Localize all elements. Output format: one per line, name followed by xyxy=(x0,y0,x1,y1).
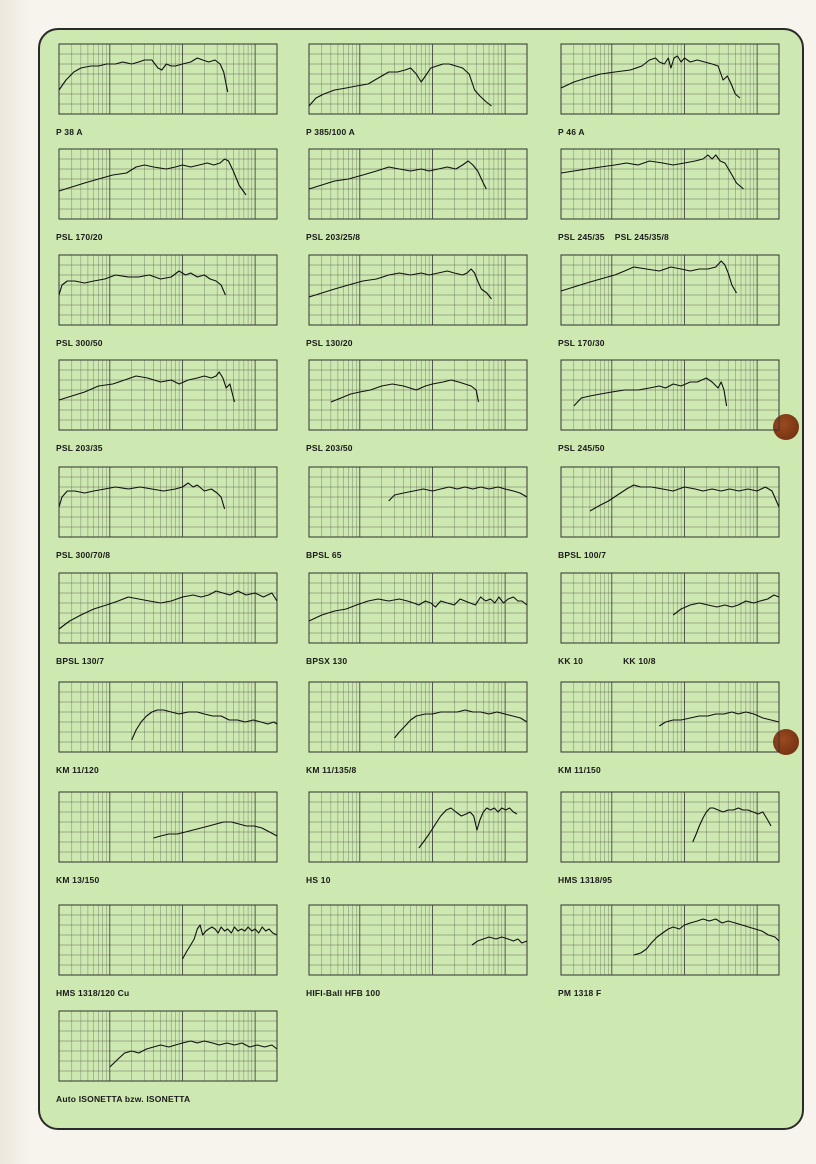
chart-label xyxy=(558,988,601,998)
response-chart xyxy=(56,254,280,348)
chart-label xyxy=(306,656,347,666)
chart-label xyxy=(56,988,129,998)
chart-label xyxy=(558,765,601,775)
response-curve xyxy=(59,58,228,92)
response-curve xyxy=(309,597,527,621)
chart-plot xyxy=(560,466,782,538)
chart-plot xyxy=(560,904,782,976)
response-chart xyxy=(306,572,530,666)
response-curve xyxy=(561,56,740,98)
chart-label xyxy=(56,443,103,453)
plot-frame xyxy=(309,682,527,752)
chart-label xyxy=(558,656,656,666)
plot-frame xyxy=(309,255,527,325)
chart-label-text: Auto ISONETTA bzw. ISONETTA xyxy=(56,1094,191,1104)
chart-plot xyxy=(308,148,530,220)
chart-label xyxy=(56,550,110,560)
chart-label xyxy=(306,550,342,560)
response-chart xyxy=(56,1010,280,1104)
plot-frame xyxy=(309,44,527,114)
chart-label xyxy=(558,127,585,137)
chart-label-text: KK 10 xyxy=(558,656,584,666)
chart-plot xyxy=(560,254,782,326)
response-curve xyxy=(389,487,527,501)
chart-label xyxy=(306,875,331,885)
chart-plot xyxy=(308,791,530,863)
chart-label-text: PSL 300/50 xyxy=(56,338,103,348)
response-curve xyxy=(561,155,744,189)
chart-plot xyxy=(308,572,530,644)
response-chart xyxy=(306,359,530,453)
plot-frame xyxy=(309,360,527,430)
chart-label-text: P 385/100 A xyxy=(306,127,355,137)
chart-label xyxy=(306,765,356,775)
response-curve xyxy=(331,380,479,402)
response-chart xyxy=(56,43,280,137)
chart-label-text: P 46 A xyxy=(558,127,585,137)
response-chart xyxy=(306,681,530,775)
chart-plot xyxy=(308,359,530,431)
chart-label xyxy=(56,232,103,242)
response-chart xyxy=(56,466,280,560)
chart-label xyxy=(56,656,104,666)
chart-label xyxy=(56,765,99,775)
plot-frame xyxy=(561,573,779,643)
response-chart xyxy=(306,791,530,885)
chart-label-text: PSL 300/70/8 xyxy=(56,550,111,560)
chart-label-text: PM 1318 F xyxy=(558,988,602,998)
plot-frame xyxy=(59,573,277,643)
chart-label xyxy=(558,338,605,348)
response-chart xyxy=(558,254,782,348)
response-chart xyxy=(558,904,782,998)
response-chart xyxy=(558,572,782,666)
chart-plot xyxy=(560,148,782,220)
chart-label xyxy=(56,338,103,348)
chart-label-text: PSL 245/50 xyxy=(558,443,605,453)
chart-label xyxy=(558,550,606,560)
chart-label-text: KM 11/150 xyxy=(558,765,601,775)
chart-label xyxy=(558,232,669,242)
chart-label-text: P 38 A xyxy=(56,127,83,137)
chart-label xyxy=(56,1094,190,1104)
page-edge xyxy=(0,0,30,1164)
chart-plot xyxy=(308,254,530,326)
plot-frame xyxy=(309,792,527,862)
chart-plot xyxy=(560,359,782,431)
plot-frame xyxy=(561,149,779,219)
response-curve xyxy=(59,372,235,402)
chart-label-text: BPSL 65 xyxy=(306,550,342,560)
response-chart xyxy=(558,791,782,885)
chart-label-text: BPSL 130/7 xyxy=(56,656,105,666)
chart-plot xyxy=(560,572,782,644)
chart-label xyxy=(558,875,612,885)
plot-frame xyxy=(309,149,527,219)
plot-frame xyxy=(59,149,277,219)
plot-frame xyxy=(309,467,527,537)
chart-plot xyxy=(58,1010,280,1082)
response-curve xyxy=(309,64,492,106)
plot-frame xyxy=(59,255,277,325)
chart-label-text: PSL 245/35 xyxy=(558,232,605,242)
response-curve xyxy=(183,925,278,959)
plot-frame xyxy=(59,360,277,430)
chart-plot xyxy=(560,681,782,753)
response-curve xyxy=(574,378,727,406)
response-chart xyxy=(56,904,280,998)
chart-label-text: BPSX 130 xyxy=(306,656,348,666)
response-curve xyxy=(395,710,528,738)
chart-label xyxy=(56,127,83,137)
chart-label-text: PSL 203/50 xyxy=(306,443,353,453)
plot-frame xyxy=(59,682,277,752)
chart-label-text: PSL 203/25/8 xyxy=(306,232,361,242)
plot-frame xyxy=(561,44,779,114)
response-chart xyxy=(558,681,782,775)
chart-plot xyxy=(58,359,280,431)
chart-plot xyxy=(308,43,530,115)
response-curve xyxy=(59,591,277,629)
chart-label-text: PSL 170/20 xyxy=(56,232,103,242)
chart-plot xyxy=(58,43,280,115)
response-chart xyxy=(56,791,280,885)
response-chart xyxy=(306,148,530,242)
response-curve xyxy=(472,937,527,945)
plot-frame xyxy=(59,792,277,862)
response-chart xyxy=(306,43,530,137)
chart-label xyxy=(558,443,605,453)
plot-frame xyxy=(59,467,277,537)
response-chart xyxy=(558,466,782,560)
chart-plot xyxy=(58,791,280,863)
chart-label-text: KM 11/135/8 xyxy=(306,765,357,775)
chart-label-text: PSL 203/35 xyxy=(56,443,103,453)
chart-label-text: HMS 1318/95 xyxy=(558,875,613,885)
chart-label-text: HS 10 xyxy=(306,875,331,885)
response-chart xyxy=(558,148,782,242)
plot-frame xyxy=(309,905,527,975)
plot-frame xyxy=(59,1011,277,1081)
plot-frame xyxy=(59,905,277,975)
response-curve xyxy=(561,261,737,293)
response-curve xyxy=(59,159,246,195)
chart-label-text: KM 11/120 xyxy=(56,765,99,775)
response-curve xyxy=(309,161,486,189)
chart-plot xyxy=(560,43,782,115)
chart-label-text: BPSL 100/7 xyxy=(558,550,607,560)
chart-plot xyxy=(560,791,782,863)
response-chart xyxy=(56,572,280,666)
plot-frame xyxy=(561,255,779,325)
chart-label xyxy=(56,875,99,885)
chart-plot xyxy=(308,904,530,976)
chart-label-text: PSL 130/20 xyxy=(306,338,353,348)
response-chart xyxy=(56,359,280,453)
chart-label-text: KM 13/150 xyxy=(56,875,100,885)
chart-plot xyxy=(308,466,530,538)
response-chart xyxy=(56,148,280,242)
response-chart xyxy=(56,681,280,775)
response-chart xyxy=(306,254,530,348)
chart-label-text: PSL 170/30 xyxy=(558,338,605,348)
plot-frame xyxy=(561,467,779,537)
chart-plot xyxy=(58,148,280,220)
chart-label-text: HIFI-Ball HFB 100 xyxy=(306,988,381,998)
response-chart xyxy=(558,359,782,453)
plot-frame xyxy=(561,905,779,975)
response-chart xyxy=(306,904,530,998)
chart-plot xyxy=(58,904,280,976)
chart-label xyxy=(306,338,353,348)
chart-plot xyxy=(58,254,280,326)
plot-frame xyxy=(59,44,277,114)
plot-frame xyxy=(561,682,779,752)
response-curve xyxy=(693,808,771,842)
chart-plot xyxy=(58,466,280,538)
chart-label-text: HMS 1318/120 Cu xyxy=(56,988,130,998)
plot-frame xyxy=(309,573,527,643)
response-chart xyxy=(306,466,530,560)
chart-label xyxy=(306,988,380,998)
chart-plot xyxy=(308,681,530,753)
response-chart xyxy=(558,43,782,137)
chart-label xyxy=(306,232,360,242)
response-curve xyxy=(309,269,492,299)
chart-label-text: KK 10/8 xyxy=(623,656,656,666)
chart-label xyxy=(306,127,355,137)
response-curve xyxy=(673,595,779,615)
chart-label xyxy=(306,443,353,453)
response-curve xyxy=(154,822,278,838)
chart-label-text: PSL 245/35/8 xyxy=(614,232,669,242)
chart-plot xyxy=(58,572,280,644)
chart-plot xyxy=(58,681,280,753)
plot-frame xyxy=(561,792,779,862)
response-curve xyxy=(59,271,225,295)
